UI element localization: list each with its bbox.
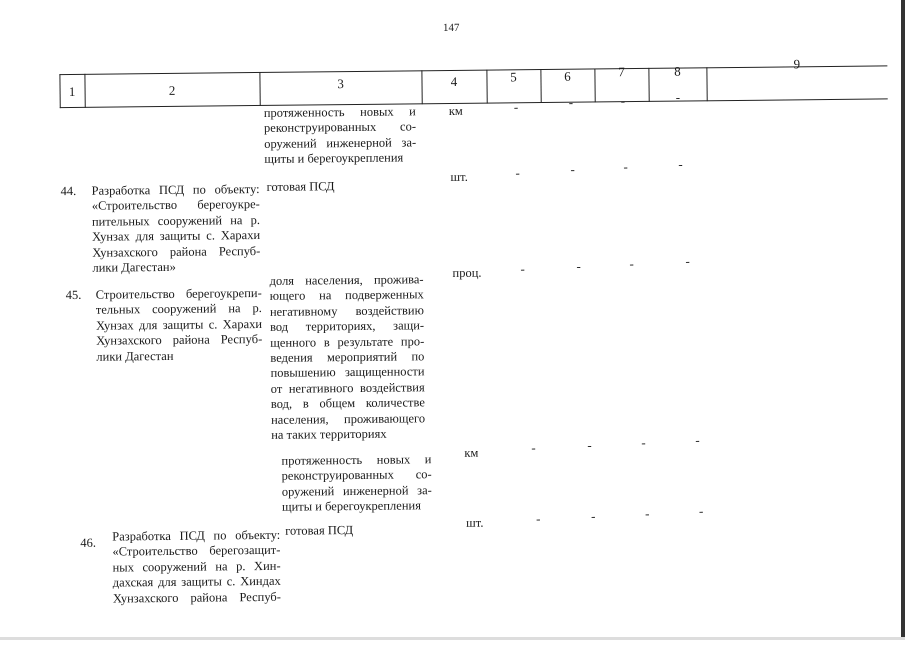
row-44-value-7: - [623, 159, 628, 175]
row-46-value-8: - [698, 503, 704, 519]
col-header-7: 7 [618, 64, 625, 80]
col-header-3: 3 [337, 76, 344, 92]
row-0-value-8: - [675, 89, 681, 105]
row-45b-value-7: - [641, 434, 646, 451]
row-45b-value-6: - [587, 437, 592, 453]
row-44-value-6: - [570, 161, 575, 177]
row-45b-value-8: - [695, 432, 700, 448]
row-44-value-8: - [678, 156, 683, 172]
row-0-indicator: протяженность новых и реконструированных со- оружений инженерной за- щиты и берегоукрепления [263, 104, 417, 167]
row-44-name: Разработка ПСД по объекту: «Строительство берегоукре- пительных сооружений на р. Хунзах для защиты с. Харахи Хунзахского района Респуб- лики Дагестан» [91, 181, 261, 275]
row-45-number: 45. [65, 287, 82, 303]
row-44-value-5: - [515, 165, 520, 181]
col-header-5: 5 [510, 69, 517, 85]
row-0-value-5: - [513, 99, 519, 115]
row-45-value-6: - [576, 258, 581, 274]
row-45b-unit: км [464, 445, 479, 460]
row-44-number: 44. [60, 183, 77, 199]
row-46-value-6: - [590, 508, 596, 524]
col-header-4: 4 [450, 73, 458, 89]
row-0-value-7: - [620, 93, 626, 109]
row-0-value-6: - [568, 94, 574, 110]
row-44-unit: шт. [450, 169, 468, 184]
scan-edge-right [901, 0, 905, 640]
row-45-unit: проц. [452, 265, 482, 280]
row-46-value-5: - [536, 511, 541, 527]
row-45b-value-5: - [531, 440, 536, 456]
col-header-8: 8 [674, 63, 681, 79]
row-45-value-7: - [629, 256, 634, 272]
row-0-unit: км [448, 103, 463, 119]
row-45b-indicator: протяженность новых и реконструированных со- оружений инженерной за- щиты и берегоукрепления [281, 452, 432, 514]
row-46-value-7: - [644, 505, 650, 521]
row-45-indicator: доля населения, прожива- ющего на подверженных негативному воздействию вод территориях, защи- щенного в результате про- ведения мероприятий по повышению защищенности от негативного воздействия вод, в общем количестве населения, проживающего на таких территориях [269, 272, 426, 442]
row-45-value-8: - [685, 253, 690, 269]
header-bottom-rule [60, 98, 888, 108]
row-45-name: Строительство берегоукрепи- тельных сооружений на р. Хунзах для защиты с. Харахи Хунзахского района Респуб- лики Дагестан [95, 285, 263, 364]
page-number: 147 [442, 21, 460, 35]
col-header-9: 9 [793, 56, 801, 72]
row-46-name: Разработка ПСД по объекту: «Строительство берегозащит- ных сооружений на р. Хин- дахская для защиты с. Хиндах Хунзахского района Респуб- [112, 527, 281, 606]
row-45-value-5: - [520, 261, 525, 277]
col-header-1: 1 [68, 83, 76, 99]
col-header-2: 2 [168, 82, 176, 98]
row-46-indicator: готовая ПСД [285, 523, 354, 538]
col-header-6: 6 [564, 68, 571, 84]
row-46-unit: шт. [466, 515, 484, 530]
row-44-indicator: готовая ПСД [266, 179, 335, 194]
row-46-number: 46. [80, 535, 97, 550]
